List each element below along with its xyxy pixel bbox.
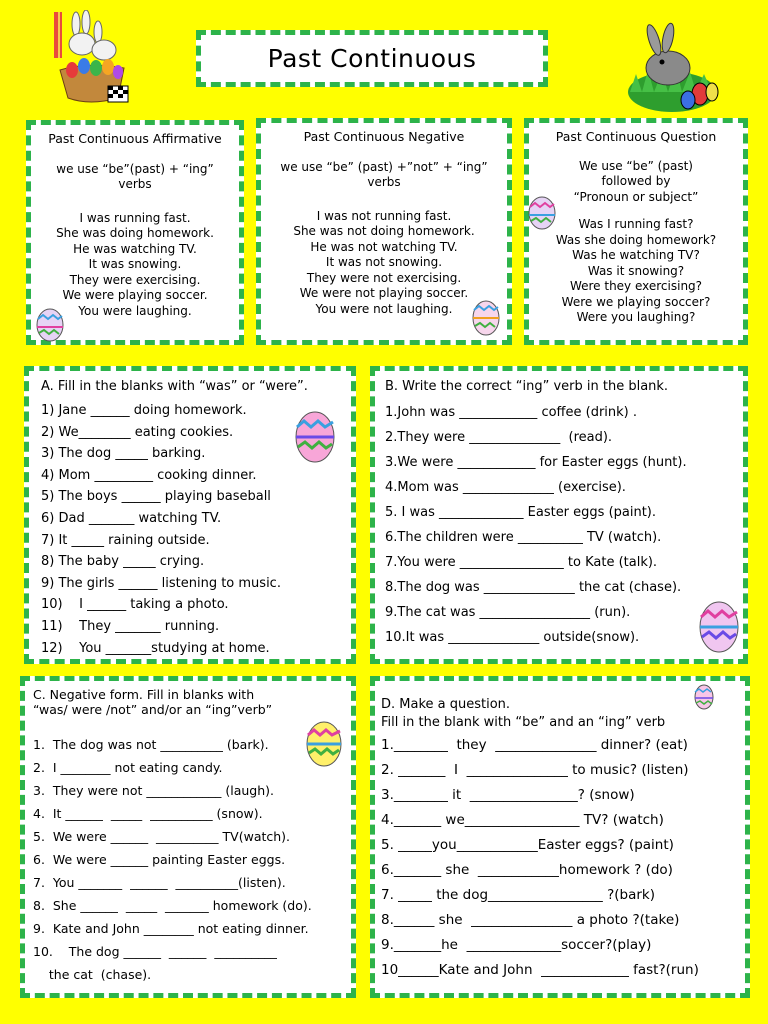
exercise-item: 5. We were ______ __________ TV(watch). [33, 829, 291, 844]
example-sentence: She was doing homework. [56, 226, 214, 240]
example-sentence: Was it snowing? [587, 263, 685, 278]
easter-egg-icon [693, 683, 715, 711]
exercise-item: 9) The girls ______ listening to music. [41, 575, 281, 591]
exercise-item: 4._______ we_________________ TV? (watch) [381, 812, 664, 828]
exercise-item: 12) You _______studying at home. [41, 640, 270, 656]
exercise-item: 9. Kate and John ________ not eating dinner. [33, 921, 309, 936]
exercise-item: 6) Dad _______ watching TV. [41, 510, 222, 526]
exercise-item: 2. I ________ not eating candy. [33, 760, 223, 775]
easter-egg-icon [471, 299, 501, 337]
title-box [196, 30, 548, 87]
example-sentence: Was I running fast? [578, 217, 694, 231]
easter-egg-icon [35, 307, 65, 343]
exercise-item: 3. They were not ____________ (laugh). [33, 783, 274, 798]
exercise-item: 8.The dog was ______________ the cat (chase). [385, 580, 682, 595]
example-sentence: Were we playing soccer? [561, 294, 711, 309]
exercise-item: 2. _______ I _______________ to music? (listen) [381, 762, 689, 778]
exercise-item: 6._______ she ____________homework ? (do) [381, 862, 673, 878]
exercise-item: 4.Mom was ______________ (exercise). [385, 480, 626, 495]
exercise-item: 9.The cat was _________________ (run). [385, 605, 631, 620]
example-sentence: You were not laughing. [315, 301, 453, 316]
example-sentence: I was running fast. [79, 210, 191, 225]
exercise-item: 8.______ she _______________ a photo ?(take) [381, 912, 680, 928]
formula-line: We use “be” (past) [579, 158, 693, 173]
exercise-heading [33, 687, 343, 717]
exercise-item: 7) It _____ raining outside. [41, 532, 210, 548]
exercise-item: 1.John was ____________ coffee (drink) . [385, 405, 638, 420]
rule-formula [537, 159, 735, 206]
exercise-item: 6.The children were __________ TV (watch). [385, 530, 662, 545]
formula-line: “Pronoun or subject” [573, 189, 699, 204]
exercise-item: 3.________ it ________________? (snow) [381, 787, 635, 803]
easter-egg-icon [527, 195, 557, 231]
exercise-c-box [20, 676, 356, 998]
rule-title: Past Continuous Affirmative [48, 131, 222, 146]
example-sentence: She was not doing homework. [293, 224, 475, 238]
rule-affirmative-box [26, 120, 244, 345]
example-sentence: We were not playing soccer. [299, 286, 469, 300]
exercise-item: 7. You _______ ______ __________(listen). [33, 875, 286, 890]
exercise-heading: A. Fill in the blanks with “was” or “were”. [41, 379, 308, 394]
rule-title: Past Continuous Negative [303, 129, 465, 144]
example-sentence: They were exercising. [69, 272, 201, 287]
exercise-a-box [24, 366, 356, 664]
formula-line: we use “be”(past) + “ing” [56, 161, 214, 176]
page-title: Past Continuous [267, 44, 477, 73]
formula-line: followed by [601, 174, 671, 188]
exercise-item: 1.________ they _______________ dinner? (eat) [381, 737, 688, 753]
example-sentence: I was not running fast. [316, 208, 452, 223]
rule-negative-box [256, 118, 512, 345]
example-sentence: Was he watching TV? [572, 248, 700, 262]
example-sentence: We were playing soccer. [62, 288, 208, 302]
exercise-item: 1) Jane ______ doing homework. [41, 403, 247, 418]
easter-egg-icon [305, 719, 343, 769]
exercise-b-box [370, 366, 748, 664]
example-sentence: He was watching TV. [73, 241, 197, 256]
rule-formula [39, 162, 231, 193]
exercise-item: 10.It was ______________ outside(snow). [385, 630, 640, 645]
exercise-d-box [370, 676, 750, 998]
exercise-item: 6. We were ______ painting Easter eggs. [33, 852, 286, 867]
example-sentence: Were they exercising? [569, 279, 703, 293]
exercise-item: 8. She ______ _____ _______ homework (do). [33, 898, 312, 913]
example-sentence: It was snowing. [88, 257, 182, 271]
exercise-item: 7.You were ________________ to Kate (talk). [385, 555, 658, 570]
heading-line: C. Negative form. Fill in blanks with [33, 687, 255, 702]
example-sentence: It was not snowing. [325, 255, 443, 269]
exercise-item: 7. _____ the dog_________________ ?(bark) [381, 887, 656, 903]
example-sentence: Was she doing homework? [555, 232, 717, 247]
exercise-item: 11) They _______ running. [41, 618, 220, 634]
exercise-item: 2) We________ eating cookies. [41, 424, 234, 440]
exercise-list [381, 733, 739, 983]
exercise-item: 5. _____you____________Easter eggs? (paint) [381, 837, 674, 853]
formula-line: we use “be” (past) +”not” + “ing” [280, 159, 488, 174]
exercise-item: 4. It ______ _____ __________ (snow). [33, 806, 263, 821]
example-sentence: They were not exercising. [306, 270, 462, 285]
exercise-item: 9._______he ______________soccer?(play) [381, 937, 652, 953]
rule-question-box [524, 118, 748, 345]
easter-egg-icon [697, 599, 741, 655]
bunny-basket-clipart [46, 10, 132, 108]
exercise-subheading: Fill in the blank with “be” and an “ing” verb [381, 715, 666, 730]
exercise-list [33, 733, 343, 986]
exercise-item: 5. I was _____________ Easter eggs (paint). [385, 505, 657, 520]
exercise-list [385, 400, 733, 650]
formula-line: verbs [367, 175, 401, 189]
exercise-item: 2.They were ______________ (read). [385, 430, 613, 445]
formula-line: verbs [118, 177, 152, 191]
exercise-item: 4) Mom _________ cooking dinner. [41, 467, 257, 483]
exercise-item: 8) The baby _____ crying. [41, 554, 205, 570]
easter-egg-icon [293, 409, 337, 465]
bunny-grass-clipart [622, 22, 722, 116]
rule-title: Past Continuous Question [555, 129, 717, 144]
exercise-item: 10______Kate and John _____________ fast?(run) [381, 962, 699, 978]
exercise-heading: B. Write the correct “ing” verb in the blank. [385, 379, 669, 394]
exercise-item: 10. The dog ______ ______ __________ [33, 944, 277, 959]
example-sentence: You were laughing. [78, 303, 192, 318]
exercise-item: 10) I ______ taking a photo. [41, 597, 229, 613]
exercise-item: 1. The dog was not __________ (bark). [33, 737, 269, 752]
rule-formula [269, 160, 499, 191]
exercise-item: 3) The dog _____ barking. [41, 446, 206, 462]
exercise-item: 5) The boys ______ playing baseball [41, 489, 271, 505]
example-sentence: Were you laughing? [576, 310, 696, 324]
exercise-heading: D. Make a question. [381, 697, 511, 712]
exercise-item: the cat (chase). [33, 967, 152, 982]
example-sentence: He was not watching TV. [310, 239, 458, 254]
exercise-item: 3.We were ____________ for Easter eggs (hunt). [385, 455, 687, 470]
heading-line: “was/ were /not” and/or an “ing”verb” [33, 702, 273, 717]
